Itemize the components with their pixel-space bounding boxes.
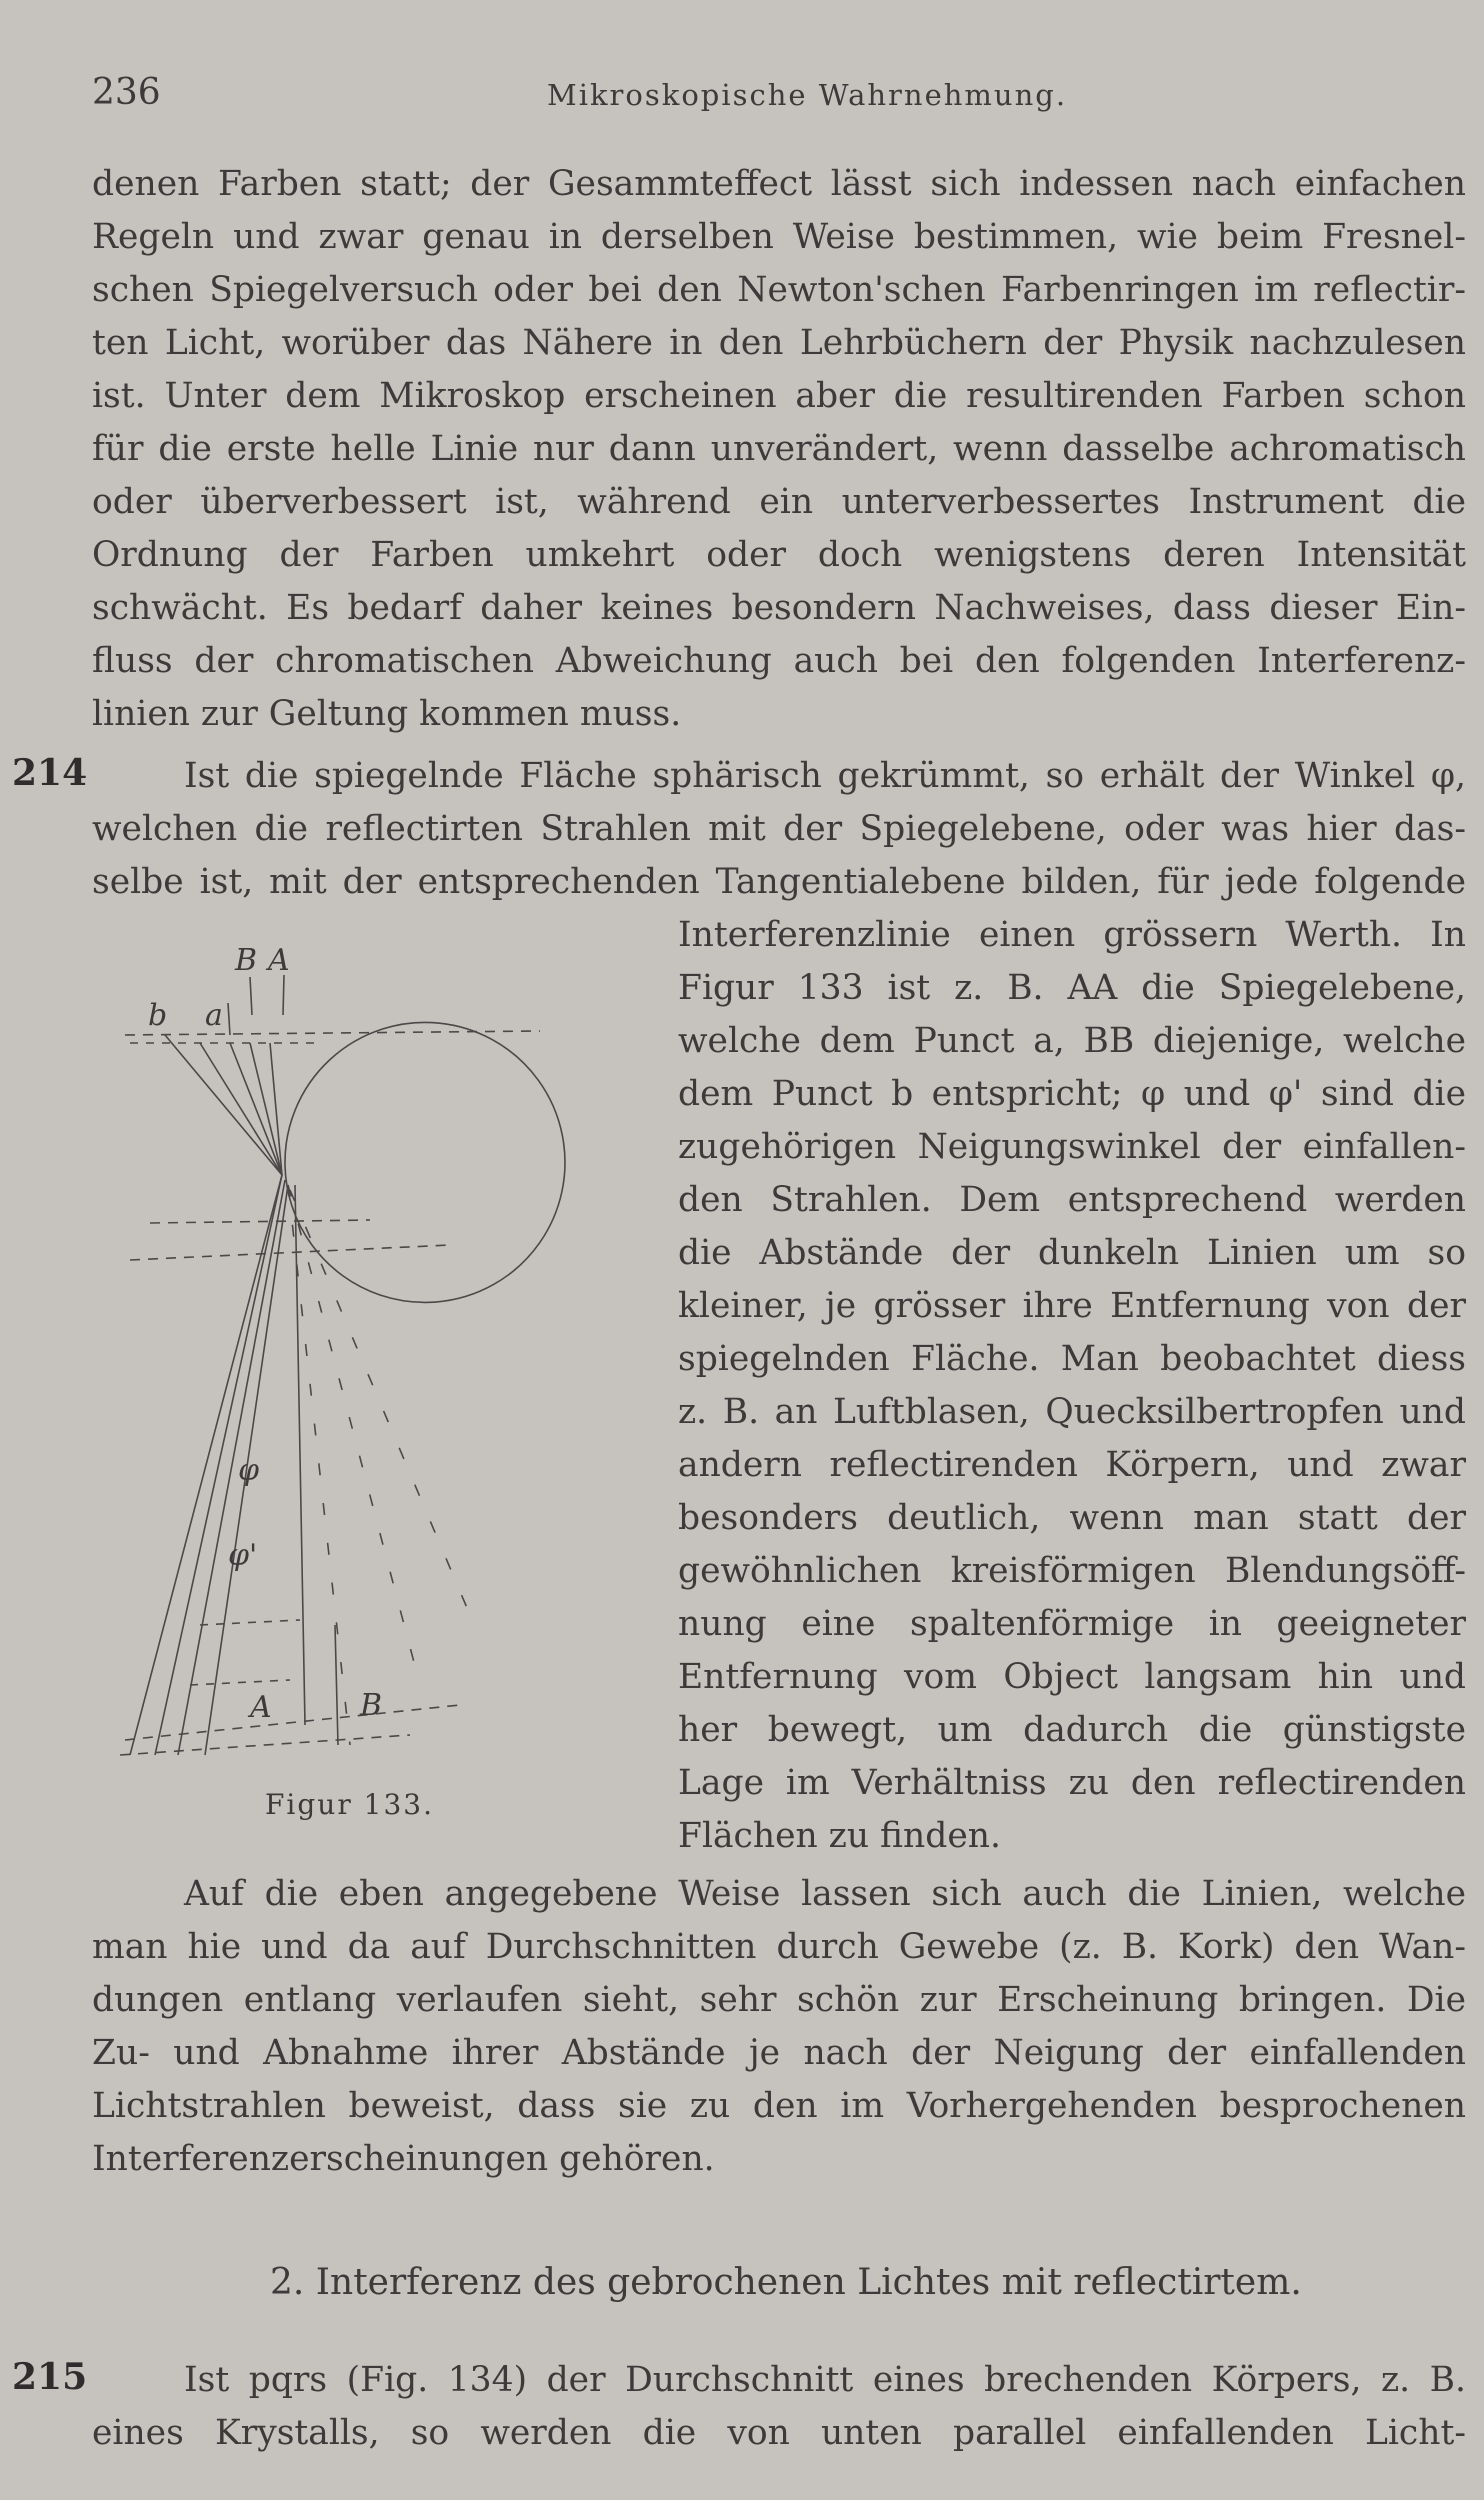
section-heading: 2. Interferenz des gebrochenen Lichtes mit reflectirtem. xyxy=(270,2262,1302,2303)
figure-133-diagram xyxy=(110,925,590,1810)
figure-label-A-bottom: A xyxy=(250,1690,272,1725)
page-header xyxy=(92,62,1472,122)
text-line: welchen die reflectirten Strahlen mit der Spiegelebene, oder was hier das- xyxy=(92,809,1466,849)
text-line: Lage im Verhältniss zu den reflectirenden xyxy=(678,1763,1466,1803)
figure-caption: Figur 133. xyxy=(265,1788,434,1821)
figure-line xyxy=(290,1190,470,1615)
text-line: zugehörigen Neigungswinkel der einfallen- xyxy=(678,1127,1466,1167)
figure-line xyxy=(130,1245,450,1260)
figure-line xyxy=(288,1185,420,1685)
paragraph-number: 215 xyxy=(12,2356,88,2398)
text-line: dem Punct b entspricht; φ und φ' sind die xyxy=(678,1074,1466,1114)
text-line: selbe ist, mit der entsprechenden Tangentialebene bilden, für jede folgende xyxy=(92,862,1466,902)
text-line: gewöhnlichen kreisförmigen Blendungsöff- xyxy=(678,1551,1466,1591)
text-line: nung eine spaltenförmige in geeigneter xyxy=(678,1604,1466,1644)
text-line: spiegelnden Fläche. Man beobachtet diess xyxy=(678,1339,1466,1379)
text-line: Ist die spiegelnde Fläche sphärisch gekrümmt, so erhält der Winkel φ, xyxy=(184,756,1466,796)
figure-line xyxy=(283,975,284,1015)
text-line: Interferenzlinie einen grössern Werth. In xyxy=(678,915,1466,955)
text-line: Auf die eben angegebene Weise lassen sich auch die Linien, welche xyxy=(184,1874,1466,1914)
figure-line xyxy=(190,1680,290,1685)
figure-line xyxy=(295,1185,305,1725)
figure-label-phi-prime: φ' xyxy=(228,1538,258,1573)
figure-line xyxy=(150,1220,370,1223)
figure-label-a: a xyxy=(205,998,223,1033)
figure-circle xyxy=(285,1022,565,1302)
text-line: schen Spiegelversuch oder bei den Newton'schen Farbenringen im reflectir- xyxy=(92,270,1466,310)
text-line: ten Licht, worüber das Nähere in den Lehrbüchern der Physik nachzulesen xyxy=(92,323,1466,363)
text-line: Ist pqrs (Fig. 134) der Durchschnitt eines brechenden Körpers, z. B. xyxy=(184,2360,1466,2400)
text-line: Regeln und zwar genau in derselben Weise bestimmen, wie beim Fresnel- xyxy=(92,217,1466,257)
text-line: z. B. an Luftblasen, Quecksilbertropfen und xyxy=(678,1392,1466,1432)
text-line: andern reflectirenden Körpern, und zwar xyxy=(678,1445,1466,1485)
figure-line xyxy=(120,1735,410,1755)
text-line: kleiner, je grösser ihre Entfernung von der xyxy=(678,1286,1466,1326)
text-line: man hie und da auf Durchschnitten durch Gewebe (z. B. Kork) den Wan- xyxy=(92,1927,1466,1967)
text-line: die Abstände der dunkeln Linien um so xyxy=(678,1233,1466,1273)
text-line: Lichtstrahlen beweist, dass sie zu den im Vorhergehenden besprochenen xyxy=(92,2086,1466,2126)
figure-line xyxy=(335,1625,338,1745)
text-line: oder überverbessert ist, während ein unterverbessertes Instrument die xyxy=(92,482,1466,522)
figure-line xyxy=(228,1003,230,1035)
text-line: Entfernung vom Object langsam hin und xyxy=(678,1657,1466,1697)
figure-line xyxy=(178,1180,285,1755)
figure-133 xyxy=(110,925,590,1810)
figure-label-B-top: B xyxy=(235,943,258,978)
text-line: Ordnung der Farben umkehrt oder doch wenigstens deren Intensität xyxy=(92,535,1466,575)
text-line: besonders deutlich, wenn man statt der xyxy=(678,1498,1466,1538)
paragraph-number: 214 xyxy=(12,752,88,794)
figure-label-b: b xyxy=(148,998,168,1033)
figure-line xyxy=(270,1043,282,1175)
text-line: fluss der chromatischen Abweichung auch bei den folgenden Interferenz- xyxy=(92,641,1466,681)
text-line: welche dem Punct a, BB diejenige, welche xyxy=(678,1021,1466,1061)
figure-line xyxy=(155,1175,282,1755)
figure-line xyxy=(200,1620,300,1625)
text-line: ist. Unter dem Mikroskop erscheinen aber die resultirenden Farben schon xyxy=(92,376,1466,416)
text-line: für die erste helle Linie nur dann unverändert, wenn dasselbe achromatisch xyxy=(92,429,1466,469)
text-line: Zu- und Abnahme ihrer Abstände je nach der Neigung der einfallenden xyxy=(92,2033,1466,2073)
text-line: Interferenzerscheinungen gehören. xyxy=(92,2139,715,2179)
figure-line xyxy=(200,1043,282,1175)
running-title: Mikroskopische Wahrnehmung. xyxy=(547,78,1068,112)
figure-label-phi: φ xyxy=(238,1453,260,1488)
figure-label-A-top: A xyxy=(268,943,290,978)
text-line: Figur 133 ist z. B. AA die Spiegelebene, xyxy=(678,968,1466,1008)
text-line: dungen entlang verlaufen sieht, sehr schön zur Erscheinung bringen. Die xyxy=(92,1980,1466,2020)
figure-label-B-bottom: B xyxy=(360,1688,383,1723)
page-number: 236 xyxy=(92,72,161,113)
figure-line xyxy=(250,977,252,1015)
text-line: linien zur Geltung kommen muss. xyxy=(92,694,682,734)
text-line: denen Farben statt; der Gesammteffect lässt sich indessen nach einfachen xyxy=(92,164,1466,204)
text-line: schwächt. Es bedarf daher keines besondern Nachweises, dass dieser Ein- xyxy=(92,588,1466,628)
figure-line xyxy=(230,1043,282,1175)
figure-line xyxy=(130,1175,282,1755)
text-line: eines Krystalls, so werden die von unten parallel einfallenden Licht- xyxy=(92,2413,1466,2453)
text-line: her bewegt, um dadurch die günstigste xyxy=(678,1710,1466,1750)
text-line: Flächen zu finden. xyxy=(678,1816,1001,1856)
text-line: den Strahlen. Dem entsprechend werden xyxy=(678,1180,1466,1220)
